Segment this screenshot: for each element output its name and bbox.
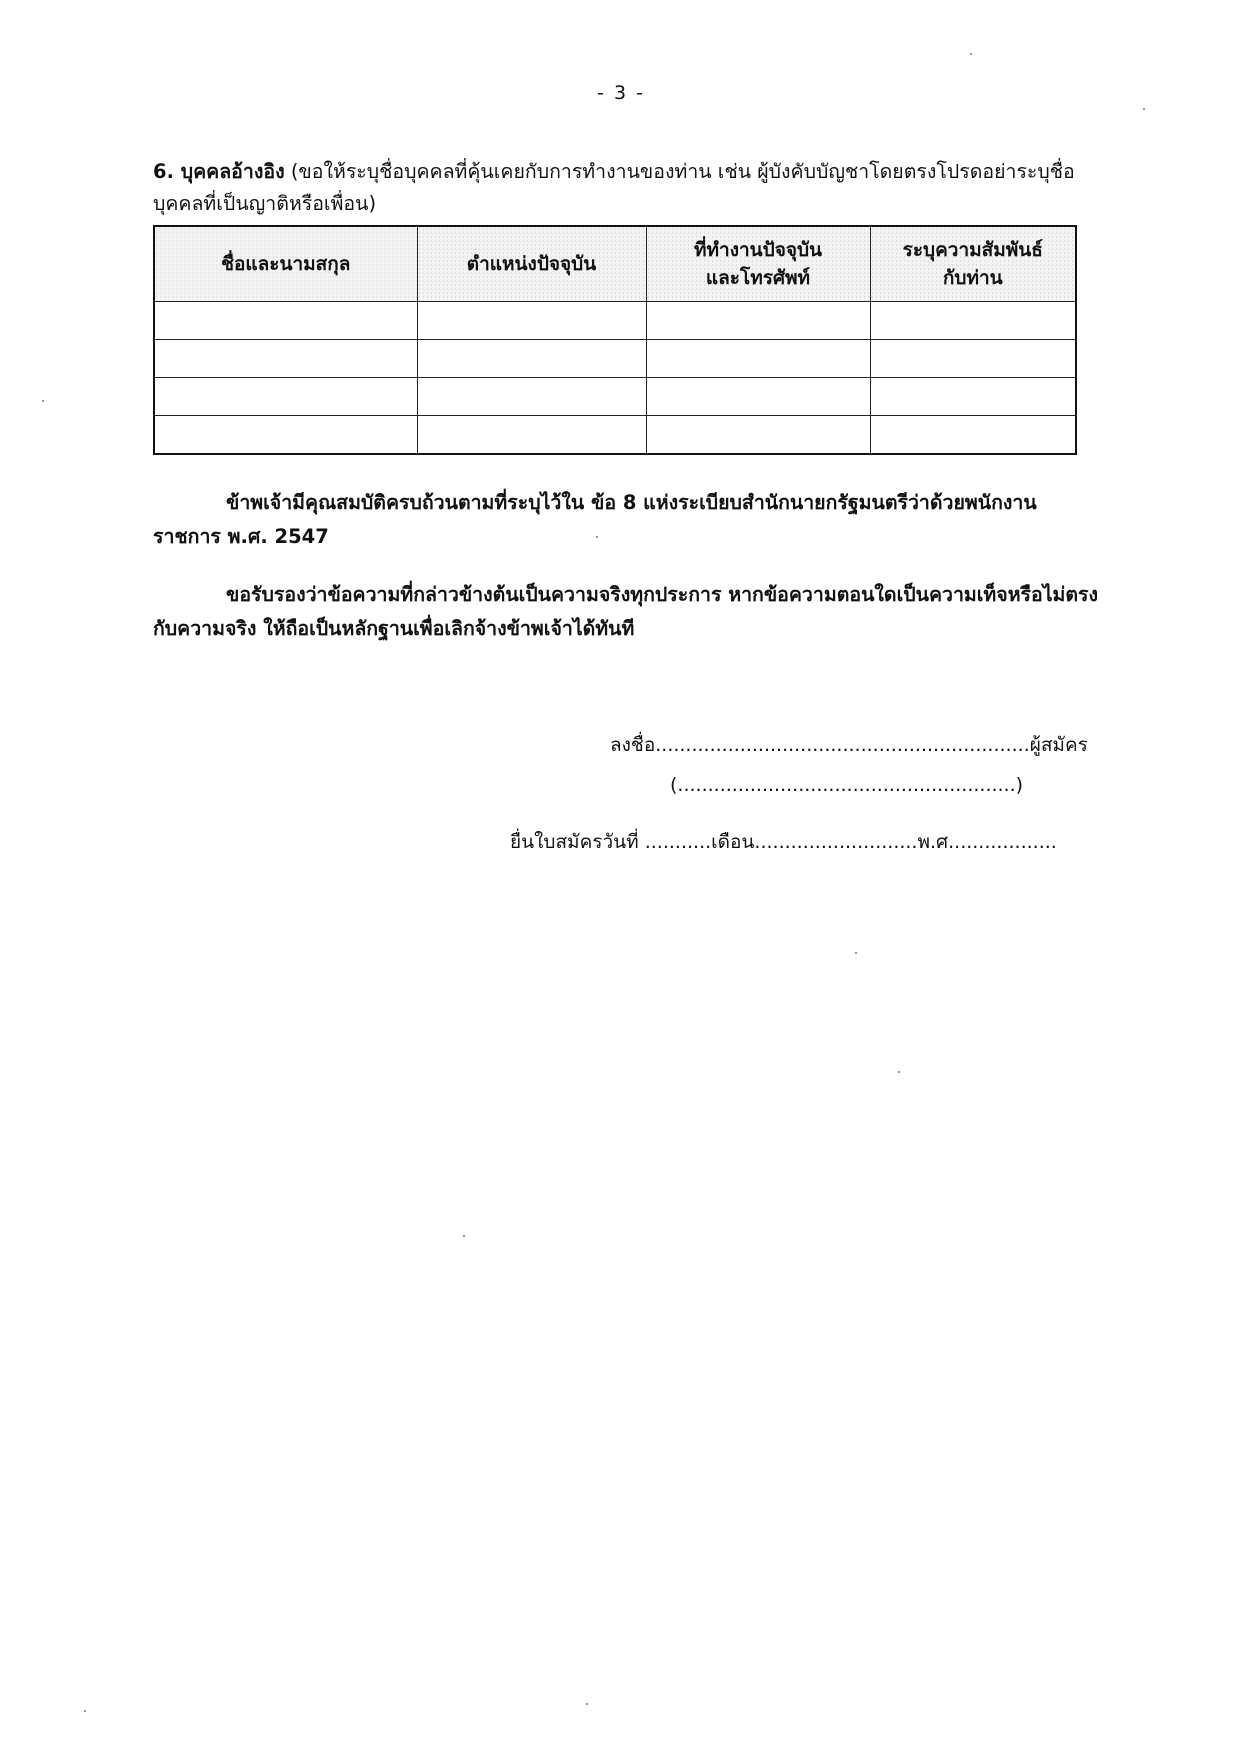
month-field[interactable]: ...........................: [754, 831, 918, 853]
signature-field[interactable]: ..............................................................: [655, 734, 1030, 756]
month-label: เดือน: [711, 831, 755, 853]
reference-table: [153, 225, 1077, 455]
table-cell[interactable]: [154, 416, 417, 455]
table-cell[interactable]: [417, 378, 646, 416]
table-cell[interactable]: [417, 416, 646, 455]
applicant-label: ผู้สมัคร: [1029, 734, 1088, 756]
section-6-references: [153, 156, 1093, 220]
table-cell[interactable]: [646, 302, 870, 340]
table-cell[interactable]: [646, 340, 870, 378]
table-cell[interactable]: [646, 416, 870, 455]
header-full-name: [154, 226, 417, 302]
year-field[interactable]: ..................: [948, 831, 1057, 853]
section-6-heading: 6. บุคคลอ้างอิง: [153, 160, 285, 183]
header-relationship: [870, 226, 1076, 302]
table-row: [154, 340, 1076, 378]
table-cell[interactable]: [417, 302, 646, 340]
header-full-name-label: ชื่อและนามสกุล: [221, 253, 351, 275]
application-date-line: [510, 828, 1057, 856]
scan-speck: [463, 1235, 465, 1237]
certification-text: ขอรับรองว่าข้อความที่กล่าวข้างต้นเป็นความจริงทุกประการ หากข้อความตอนใดเป็นความเท็จหรือไม่ตรงกับความจริง ให้ถือเป็นหลักฐานเพื่อเลิกจ้างข้าพเจ้าได้ทันที: [153, 583, 1099, 640]
table-row: [154, 302, 1076, 340]
signature-line: [610, 731, 1088, 759]
table-cell[interactable]: [870, 302, 1076, 340]
scan-speck: [84, 1710, 86, 1712]
header-workplace-line1: ที่ทำงานปัจจุบัน: [693, 239, 823, 261]
scan-speck: [596, 536, 598, 538]
header-workplace-line2: และโทรศัพท์: [705, 267, 811, 289]
header-relationship-line1: ระบุความสัมพันธ์: [902, 239, 1043, 261]
qualification-text: ข้าพเจ้ามีคุณสมบัติครบถ้วนตามที่ระบุไว้ใน ข้อ 8 แห่งระเบียบสำนักนายกรัฐมนตรีว่าด้วยพนักงานราชการ พ.ศ. 2547: [153, 491, 1037, 548]
day-field[interactable]: ...........: [638, 831, 712, 853]
scan-speck: [970, 53, 972, 55]
header-relationship-line2: กับท่าน: [942, 267, 1003, 289]
certification-statement: [153, 578, 1103, 646]
table-cell[interactable]: [870, 416, 1076, 455]
scan-speck: [898, 1071, 900, 1073]
scan-speck: [586, 1703, 588, 1705]
table-cell[interactable]: [154, 378, 417, 416]
table-row: [154, 416, 1076, 455]
table-row: [154, 378, 1076, 416]
reference-table-header-row: [154, 226, 1076, 302]
table-cell[interactable]: [154, 302, 417, 340]
table-cell[interactable]: [646, 378, 870, 416]
header-workplace-phone: [646, 226, 870, 302]
printed-name-field[interactable]: ........................................................: [677, 774, 1016, 796]
header-current-position-label: ตำแหน่งปัจจุบัน: [466, 253, 597, 275]
table-cell[interactable]: [417, 340, 646, 378]
scan-speck: [1143, 108, 1145, 110]
page-number: - 3 -: [597, 82, 645, 104]
table-cell[interactable]: [154, 340, 417, 378]
header-current-position: [417, 226, 646, 302]
scan-speck: [855, 952, 857, 954]
year-label: พ.ศ: [917, 831, 949, 853]
qualification-statement: [153, 486, 1103, 554]
table-cell[interactable]: [870, 340, 1076, 378]
date-label: ยื่นใบสมัครวันที่: [510, 831, 639, 853]
section-6-description: (ขอให้ระบุชื่อบุคคลที่คุ้นเคยกับการทำงานของท่าน เช่น ผู้บังคับบัญชาโดยตรงโปรดอย่าระบุชื่อบุคคลที่เป็นญาติหรือเพื่อน): [153, 160, 1075, 215]
table-cell[interactable]: [870, 378, 1076, 416]
paren-close: ): [1015, 774, 1024, 796]
scan-speck: [42, 400, 44, 402]
sign-label: ลงชื่อ: [610, 734, 656, 756]
paren-open: (: [670, 774, 678, 796]
printed-name-line: [670, 771, 1023, 799]
